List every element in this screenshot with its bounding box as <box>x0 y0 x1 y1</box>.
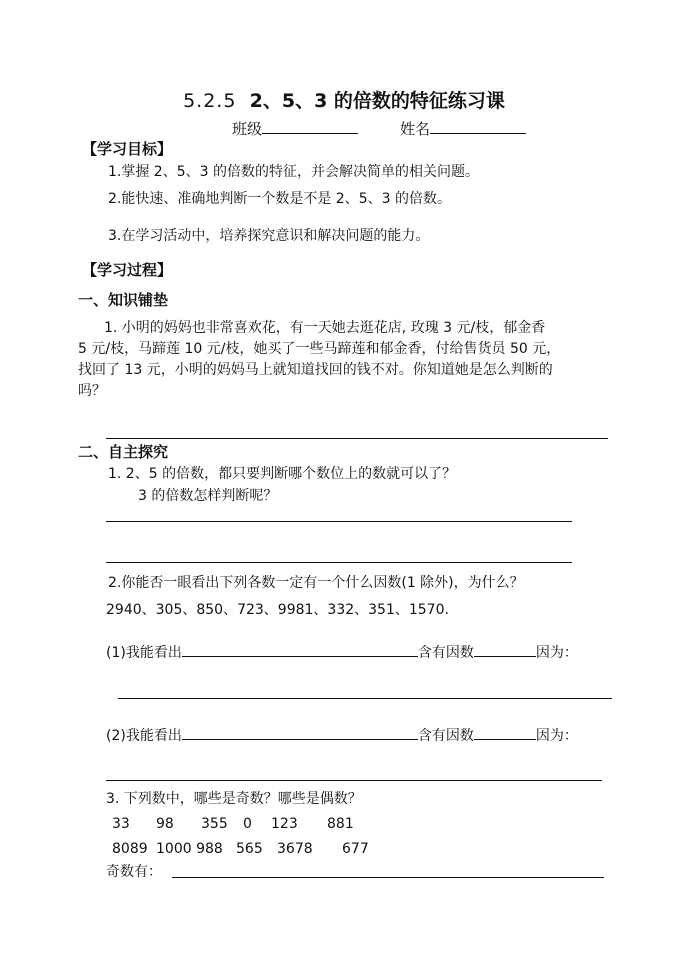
process-heading: 【学习过程】 <box>82 261 173 279</box>
q2-answer-1-because-label: 因为： <box>535 645 578 661</box>
q2-answer-2-prefix: (2)我能看出 <box>106 728 182 744</box>
q3-number: 8089 <box>112 841 148 857</box>
q2-answer-1-factor-label: 含有因数 <box>417 645 474 661</box>
class-field[interactable] <box>232 118 358 140</box>
q1-line-1: 1. 2、5 的倍数，都只要判断哪个数位上的数就可以了？ <box>108 466 457 482</box>
q2-numbers: 2940、305、850、723、9981、332、351、1570. <box>106 602 449 618</box>
goals-heading: 【学习目标】 <box>82 140 173 158</box>
q3-number: 98 <box>156 816 174 832</box>
q3-number: 565 <box>236 841 263 857</box>
section1-heading: 一、知识铺垫 <box>78 291 169 309</box>
q2-answer-1-prefix: (1)我能看出 <box>106 645 182 661</box>
q1-line-2: 3 的倍数怎样判断呢？ <box>138 488 278 504</box>
problem1-line-4: 吗？ <box>78 383 106 399</box>
q2-answer-2-because-label: 因为： <box>535 728 578 744</box>
class-label: 班级 <box>232 120 263 138</box>
q3-odd-label: 奇数有： <box>106 864 162 880</box>
q2-title: 2.你能否一眼看出下列各数一定有一个什么因数(1 除外)，为什么？ <box>108 575 524 591</box>
problem1-line-1: 1. 小明的妈妈也非常喜欢花，有一天她去逛花店, 玫瑰 3 元/枝，郁金香 <box>104 320 546 336</box>
answer-line-3[interactable] <box>106 562 572 563</box>
class-blank[interactable] <box>262 119 358 134</box>
q2-answer-2-blank[interactable] <box>182 725 418 740</box>
answer-line-1[interactable] <box>106 438 608 439</box>
section2-heading: 二、自主探究 <box>78 443 169 461</box>
goal-item-3: 3.在学习活动中，培养探究意识和解决问题的能力。 <box>108 228 430 244</box>
problem1-line-2: 5 元/枝，马蹄莲 10 元/枝，她买了一些马蹄莲和郁金香，付给售货员 50 元， <box>78 341 561 357</box>
q3-number: 881 <box>327 816 354 832</box>
q2-answer-1-factor-blank[interactable] <box>474 642 536 657</box>
q2-answer-1 <box>106 642 578 663</box>
lesson-title: 2、5、3 的倍数的特征练习课 <box>249 90 505 112</box>
goal-item-1: 1.掌握 2、5、3 的倍数的特征，并会解决简单的相关问题。 <box>108 164 479 180</box>
page-title <box>0 86 688 113</box>
name-blank[interactable] <box>430 119 526 134</box>
answer-line-5[interactable] <box>106 780 602 781</box>
name-label: 姓名 <box>400 120 431 138</box>
odd-answer-line[interactable] <box>172 877 604 878</box>
q3-number: 355 <box>201 816 228 832</box>
q2-answer-2-factor-label: 含有因数 <box>417 728 474 744</box>
name-field[interactable] <box>400 118 526 140</box>
answer-line-4[interactable] <box>118 698 612 699</box>
q2-answer-2-factor-blank[interactable] <box>474 725 536 740</box>
lesson-number: 5.2.5 <box>183 90 237 112</box>
goal-item-2: 2.能快速、准确地判断一个数是不是 2、5、3 的倍数。 <box>108 191 451 207</box>
q3-number: 677 <box>342 841 369 857</box>
q3-number: 0 <box>243 816 252 832</box>
problem1-line-3: 找回了 13 元，小明的妈妈马上就知道找回的钱不对。你知道她是怎么判断的 <box>78 362 553 378</box>
q2-answer-1-blank[interactable] <box>182 642 418 657</box>
q3-number: 33 <box>112 816 130 832</box>
q3-title: 3. 下列数中，哪些是奇数？哪些是偶数？ <box>106 791 362 807</box>
q2-answer-2 <box>106 725 578 746</box>
q3-number: 1000 988 <box>156 841 223 857</box>
answer-line-2[interactable] <box>106 521 572 522</box>
q3-number: 123 <box>271 816 298 832</box>
q3-number: 3678 <box>277 841 313 857</box>
